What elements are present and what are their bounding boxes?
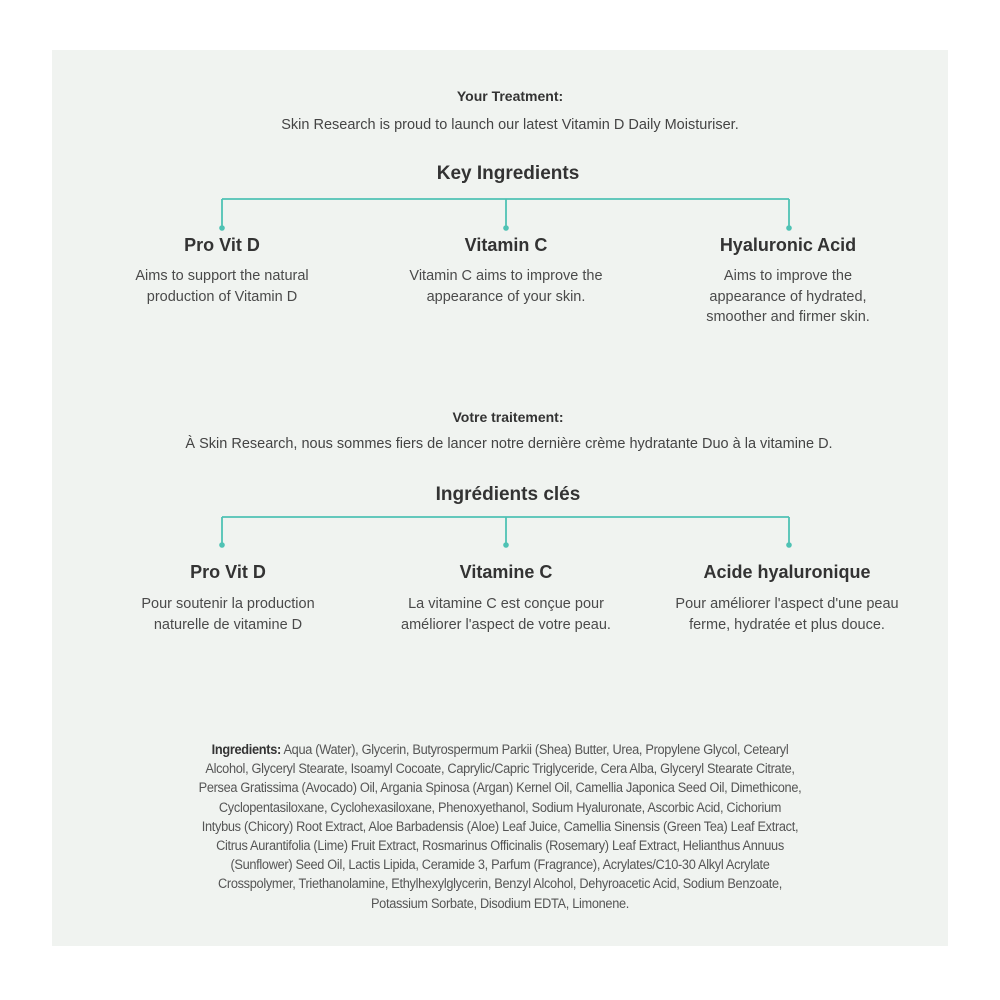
french-connector-dot-2 — [503, 542, 509, 548]
english-heading: Your Treatment: — [456, 88, 564, 104]
french-intro: À Skin Research, nous sommes fiers de lancer notre dernière crème hydratante Duo à la vitamine D. — [185, 436, 833, 452]
description-line: améliorer l'aspect de votre peau. — [401, 616, 611, 633]
ingredients-line: Intybus (Chicory) Root Extract, Aloe Barbadensis (Aloe) Leaf Juice, Camellia Sinensis (Green Tea) Leaf Extract, — [201, 818, 799, 835]
english-section-title: Key Ingredients — [436, 163, 580, 184]
description-line: Pour soutenir la production — [141, 596, 315, 612]
french-connector-diagram — [52, 50, 948, 650]
description-line: Aims to support the natural — [135, 268, 309, 284]
french-ingredient-pro-vit-d — [98, 562, 358, 635]
ingredients-line: Crosspolymer, Triethanolamine, Ethylhexylglycerin, Benzyl Alcohol, Dehyroacetic Acid, Sodium Benzoate, — [217, 876, 783, 893]
description-line: naturelle de vitamine D — [153, 616, 303, 633]
ingredient-title: Acide hyaluronique — [703, 562, 871, 582]
ingredient-description — [363, 594, 649, 635]
english-intro: Skin Research is proud to launch our latest Vitamin D Daily Moisturiser. — [281, 117, 739, 133]
ingredients-line — [88, 741, 912, 760]
ingredients-line: Cyclopentasiloxane, Cyclohexasiloxane, Phenoxyethanol, Sodium Hyaluronate, Ascorbic Acid, Cichorium — [218, 799, 782, 816]
description-line: Aims to improve the — [723, 268, 853, 284]
ingredient-title: Vitamin C — [464, 235, 548, 255]
ingredient-title: Hyaluronic Acid — [719, 235, 857, 255]
description-line: smoother and firmer skin. — [706, 309, 870, 325]
french-connector-dot-1 — [219, 542, 225, 548]
ingredients-text: Aqua (Water), Glycerin, Butyrospermum Parkii (Shea) Butter, Urea, Propylene Glycol, Cetearyl — [280, 742, 789, 758]
ingredients-line: Alcohol, Glyceryl Stearate, Isoamyl Cocoate, Caprylic/Capric Triglyceride, Cera Alba, Glyceryl Stearate Citrate, — [205, 761, 795, 778]
ingredients-line: Persea Gratissima (Avocado) Oil, Argania Spinosa (Argan) Kernel Oil, Camellia Japonica Seed Oil, Dimethicone, — [198, 780, 802, 797]
ingredient-description — [98, 594, 358, 635]
french-ingredient-vitamine-c — [363, 562, 649, 635]
french-section-title: Ingrédients clés — [435, 484, 581, 505]
ingredients-line: (Sunflower) Seed Oil, Lactis Lipida, Ceramide 3, Parfum (Fragrance), Acrylates/C10-30 Alkyl Acrylate — [230, 857, 770, 874]
ingredient-title: Pro Vit D — [184, 235, 260, 255]
ingredients-line: Citrus Aurantifolia (Lime) Fruit Extract, Rosmarinus Officinalis (Rosemary) Leaf Extract, Helianthus Annuus — [216, 838, 784, 855]
packaging-panel — [52, 50, 948, 946]
ingredient-description — [642, 594, 932, 635]
description-line: Pour améliorer l'aspect d'une peau — [675, 596, 899, 612]
description-line: production of Vitamin D — [146, 288, 298, 305]
description-line: La vitamine C est conçue pour — [408, 596, 604, 612]
ingredient-title: Vitamine C — [459, 562, 553, 582]
description-line: Vitamin C aims to improve the — [409, 268, 603, 284]
french-heading: Votre traitement: — [452, 409, 564, 425]
description-line: appearance of your skin. — [426, 288, 586, 305]
description-line: ferme, hydratée et plus douce. — [689, 616, 885, 633]
ingredient-title: Pro Vit D — [190, 562, 266, 582]
french-connector-dot-3 — [786, 542, 792, 548]
description-line: appearance of hydrated, — [709, 288, 867, 305]
ingredients-list — [88, 741, 912, 914]
french-ingredient-acide-hyaluronique — [642, 562, 932, 635]
ingredients-label: Ingredients: — [211, 742, 281, 758]
ingredients-line: Potassium Sorbate, Disodium EDTA, Limonene. — [370, 895, 630, 912]
